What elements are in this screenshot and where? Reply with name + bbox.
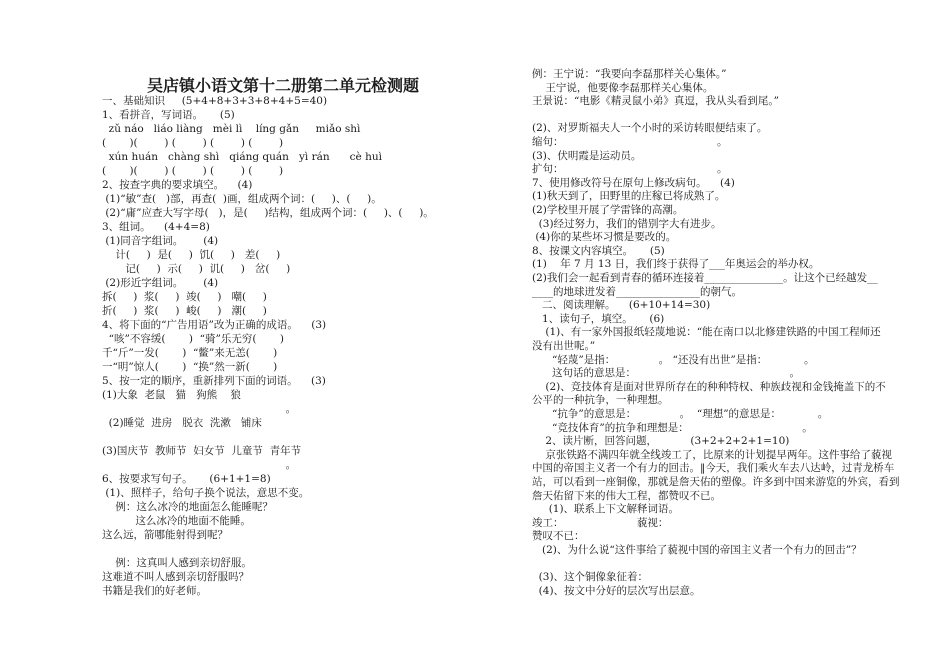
right-text-line: (1) 年 7 月 13 日，我们终于获得了___年奥运会的举办权。: [532, 258, 820, 271]
right-text-line: 竣工： 藐视：: [532, 516, 669, 529]
left-text-line: zǔ náo liáo liàng mèi lì líng gǎn miǎo shì: [102, 123, 361, 135]
left-text-line: (2)睡觉 进房 脱衣 洗漱 铺床: [102, 417, 262, 429]
left-text-line: 4、将下面的“广告用语”改为正确的成语。 (3): [102, 319, 327, 331]
left-text-line: 例：这么冰冷的地面怎么能睡呢？: [102, 501, 273, 513]
left-text-line: 一“明”惊人( ) “换”然一新( ): [102, 361, 278, 373]
left-text-line: 一、基础知识 (5+4+8+3+3+8+4+5=40): [102, 95, 328, 107]
right-text-line: (3)、这个铜像象征着：: [532, 571, 649, 584]
right-text-line: (1)秋天到了，田野里的庄稼已将成熟了。: [532, 190, 726, 203]
left-text-line: ( )( ) ( ) ( ) ( ): [102, 165, 284, 177]
right-text-line: (2)、对罗斯福夫人一个小时的采访转眼便结束了。: [532, 122, 768, 135]
left-text-line: 计( ) 是( ) 饥( ) 差( ): [102, 249, 281, 261]
right-text-line: 站，可以看到一座铜像，那就是詹天佑的塑像。许多到中国来游览的外宾，看到: [532, 476, 900, 488]
right-text-line: “抗争”的意思是： 。 “理想”的意思是： 。: [532, 408, 829, 420]
left-text-line: 这么远，箭哪能射得到呢？: [102, 529, 228, 541]
right-text-line: 中国的帝国主义者一个有力的回击。‖今天，我们乘火车去八达岭，过青龙桥车: [532, 462, 895, 475]
right-text-line: “竞技体育”的抗争和理想是： 。: [532, 421, 813, 434]
left-text-line: 例：这真叫人感到亲切舒服。: [102, 557, 252, 569]
page-title: 吴店镇小语文第十二册第二单元检测题: [147, 78, 420, 95]
left-text-line: ( )( ) ( ) ( ) ( ): [102, 137, 284, 149]
right-text-line: 扩句： 。: [532, 163, 728, 176]
right-text-line: “轻蔑”是指： 。 “还没有出世”是指： 。: [532, 353, 815, 366]
right-text-line: (4)你的某些坏习惯是要改的。: [532, 231, 677, 244]
left-text-line: 3、组词。 (4+4=8): [102, 221, 210, 233]
right-text-line: 8、按课文内容填空。 (5): [532, 244, 665, 257]
right-text-line: 王宁说，他要像李磊那样关心集体。: [532, 81, 714, 94]
right-text-line: (1)、联系上下文解释词语。: [532, 503, 680, 516]
left-text-line: (1)、照样子，给句子换个说法，意思不变。: [102, 487, 310, 499]
right-text-line: 没有出世呢。”: [532, 340, 596, 352]
left-text-line: (2)“庸”应查大写字母( )，是( )结构，组成两个词：( )、( )。: [102, 207, 434, 219]
left-text-line: 这难道不叫人感到亲切舒服吗？: [102, 571, 249, 583]
right-text-line: 2、读片断，回答问题， (3+2+2+2+1=10): [532, 435, 790, 448]
left-text-line: “咳”不容缓( ) “骑”乐无穷( ): [102, 333, 284, 345]
right-text-line: ____的地球迸发着________________的朝气。: [532, 285, 742, 298]
right-text-line: (3)、伏明霞是运动员。: [532, 149, 642, 162]
right-text-line: 7、使用修改符号在原句上修改病句。 (4): [532, 176, 735, 189]
right-text-line: (2)我们会一起看到青春的循环连接着_______________。让这个已经越发__: [532, 272, 878, 284]
left-text-line: 记( ) 示( ) 讥( ) 岔( ): [102, 263, 291, 275]
right-text-line: 例：王宁说：“我要向李磊那样关心集体。”: [532, 68, 727, 80]
left-text-line: 1、看拼音，写词语。 (5): [102, 109, 235, 121]
right-text-line: 王景说：“电影《精灵鼠小弟》真逗，我从头看到尾。”: [532, 95, 779, 108]
right-text-line: (3)经过努力，我们的错别字大有进步。: [532, 217, 722, 230]
right-text-line: (2)、竞技体育是面对世界所存在的种种特权、种族歧视和金钱掩盖下的不: [532, 380, 886, 393]
left-text-line: (2)形近字组词。 (4): [102, 277, 219, 289]
right-text-line: (1)、有一家外国报纸轻蔑地说：“能在南口以北修建铁路的中国工程师还: [532, 326, 881, 339]
left-text-line: (1)同音字组词。 (4): [102, 235, 219, 247]
left-text-line: 折( ) 浆( ) 峻( ) 潮( ): [102, 305, 267, 317]
left-text-line: 书籍是我们的好老师。: [102, 585, 207, 597]
right-text-line: (4)、按文中分好的层次写出层意。: [532, 584, 701, 597]
left-text-line: 千“斤”一发( ) “鳖”来无恙( ): [102, 347, 278, 359]
left-text-line: 。: [102, 459, 297, 471]
left-text-line: 2、按查字典的要求填空。 (4): [102, 179, 253, 191]
left-text-line: 这么冰冷的地面不能睡。: [102, 515, 251, 527]
right-text-line: (2)、为什么说“这件事给了藐视中国的帝国主义者一个有力的回击”？: [532, 544, 862, 556]
left-text-line: 6、按要求写句子。 (6+1+1=8): [102, 473, 271, 485]
left-text-line: xún huán chàng shì qiáng quán yì rán cè huì: [102, 151, 382, 163]
left-text-line: 。: [102, 403, 297, 415]
right-text-line: 缩句： 。: [532, 136, 728, 148]
right-text-line: 二、阅读理解。 (6+10+14=30): [532, 299, 711, 312]
right-text-line: 詹天佑留下来的伟大工程，都赞叹不已。: [532, 489, 721, 502]
right-text-line: 赞叹不已：: [532, 530, 585, 543]
right-text-line: 这句话的意思是： 。: [532, 367, 801, 380]
right-text-line: 1、读句子，填空。 (6): [532, 312, 665, 325]
left-text-line: (1)大象 老鼠 猫 狗熊 狼: [102, 389, 241, 401]
left-text-line: (3)国庆节 教师节 妇女节 儿童节 青年节: [102, 445, 302, 457]
left-text-line: (1)“敏”查( )部，再查( )画，组成两个词：( )、( )。: [102, 193, 382, 205]
right-text-line: (2)学校里开展了学雷锋的高潮。: [532, 204, 684, 216]
right-text-line: 京张铁路不满四年就全线竣工了，比原来的计划提早两年。这件事给了藐视: [532, 448, 892, 461]
right-text-line: 公平的一种抗争，一种理想。: [532, 394, 669, 407]
left-text-line: 拆( ) 浆( ) 竣( ) 嘲( ): [102, 291, 267, 303]
left-text-line: 5、按一定的顺序，重新排列下面的词语。 (3): [102, 375, 326, 387]
